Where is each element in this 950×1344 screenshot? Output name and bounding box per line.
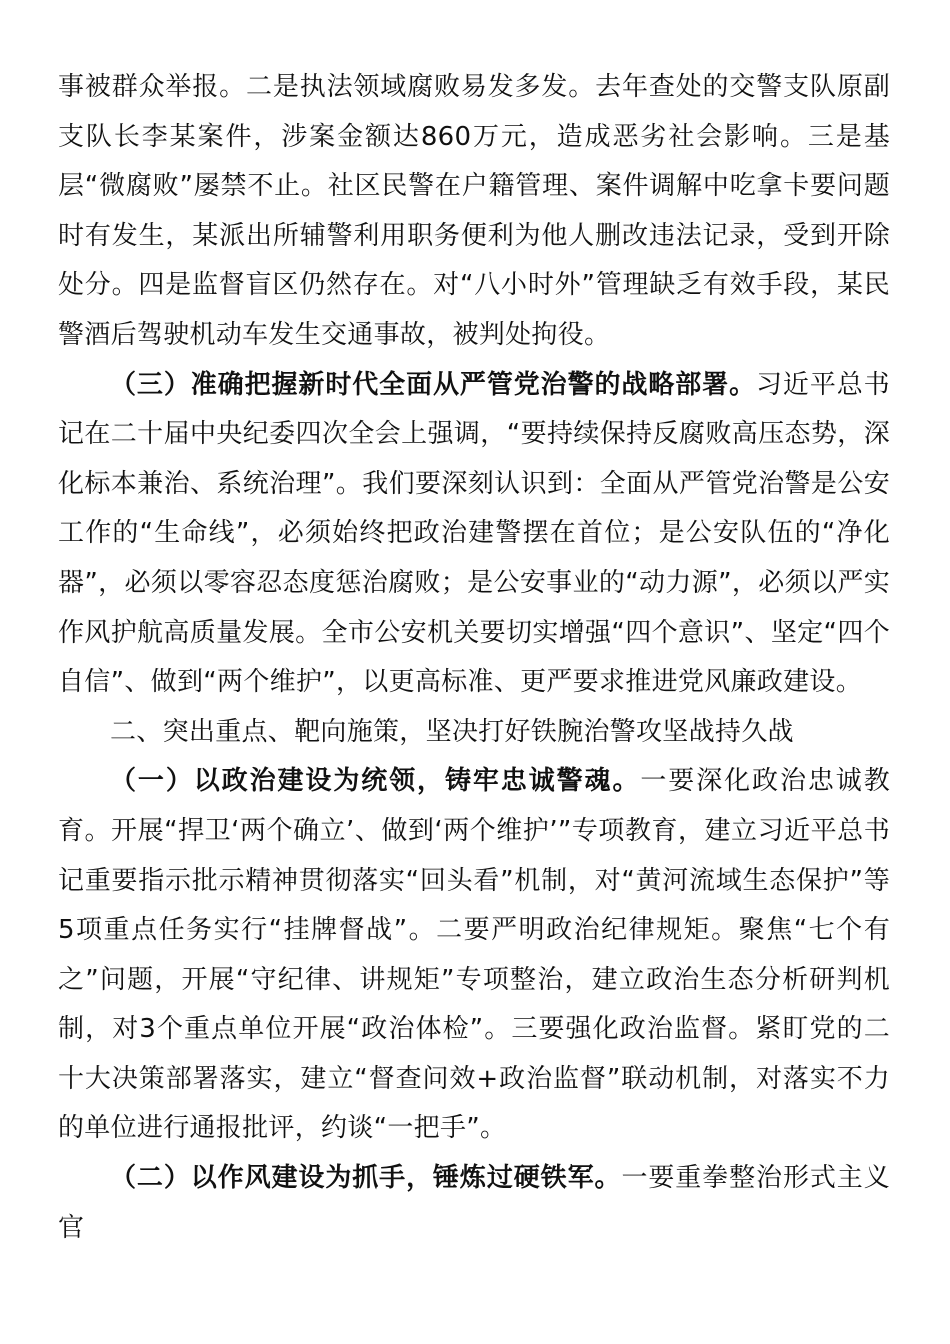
paragraph-text: 习近平总书记在二十届中央纪委四次全会上强调，“要持续保持反腐败高压态势，深化标本兼治、系统治理”。我们要深刻认识到：全面从严管党治警是公安工作的“生命线”，必须始终把政治建警摆在首位；是公安队伍的“净化器”，必须以零容忍态度惩治腐败；是公安事业的“动力源”，必须以严实作风护航高质量发展。全市公安机关要切实增强“四个意识”、坚定“四个自信”、做到“两个维护”，以更高标准、更严要求推进党风廉政建设。 <box>58 369 890 698</box>
paragraph-heading: （三）准确把握新时代全面从严管党治警的战略部署。 <box>110 369 757 400</box>
section-heading-text: 二、突出重点、靶向施策，坚决打好铁腕治警攻坚战持久战 <box>110 716 794 747</box>
section-heading-two <box>58 708 890 758</box>
paragraph-text: 一要深化政治忠诚教育。开展“捍卫‘两个确立’、做到‘两个维护’”专项教育，建立习近平总书记重要指示批示精神贯彻落实“回头看”机制，对“黄河流域生态保护”等5项重点任务实行“挂牌督战”。二要严明政治纪律规矩。聚焦“七个有之”问题，开展“守纪律、讲规矩”专项整治，建立政治生态分析研判机制，对3个重点单位开展“政治体检”。三要强化政治监督。紧盯党的二十大决策部署落实，建立“督查问效+政治监督”联动机制，对落实不力的单位进行通报批评，约谈“一把手”。 <box>58 766 891 1144</box>
document-body <box>58 63 890 1253</box>
paragraph-political-building <box>58 757 890 1154</box>
paragraph-style-building <box>58 1154 890 1253</box>
paragraph-text: 一要重拳整治形式主义官 <box>58 1163 890 1243</box>
paragraph-corruption-issues <box>58 63 890 361</box>
paragraph-heading: （二）以作风建设为抓手，锤炼过硬铁军。 <box>110 1163 622 1194</box>
paragraph-strategic-deployment <box>58 361 890 708</box>
paragraph-heading: （一）以政治建设为统领，铸牢忠诚警魂。 <box>110 766 641 797</box>
paragraph-text: 事被群众举报。二是执法领域腐败易发多发。去年查处的交警支队原副支队长李某案件，涉案金额达860万元，造成恶劣社会影响。三是基层“微腐败”屡禁不止。社区民警在户籍管理、案件调解中吃拿卡要问题时有发生，某派出所辅警利用职务便利为他人删改违法记录，受到开除处分。四是监督盲区仍然存在。对“八小时外”管理缺乏有效手段，某民警酒后驾驶机动车发生交通事故，被判处拘役。 <box>58 72 890 350</box>
